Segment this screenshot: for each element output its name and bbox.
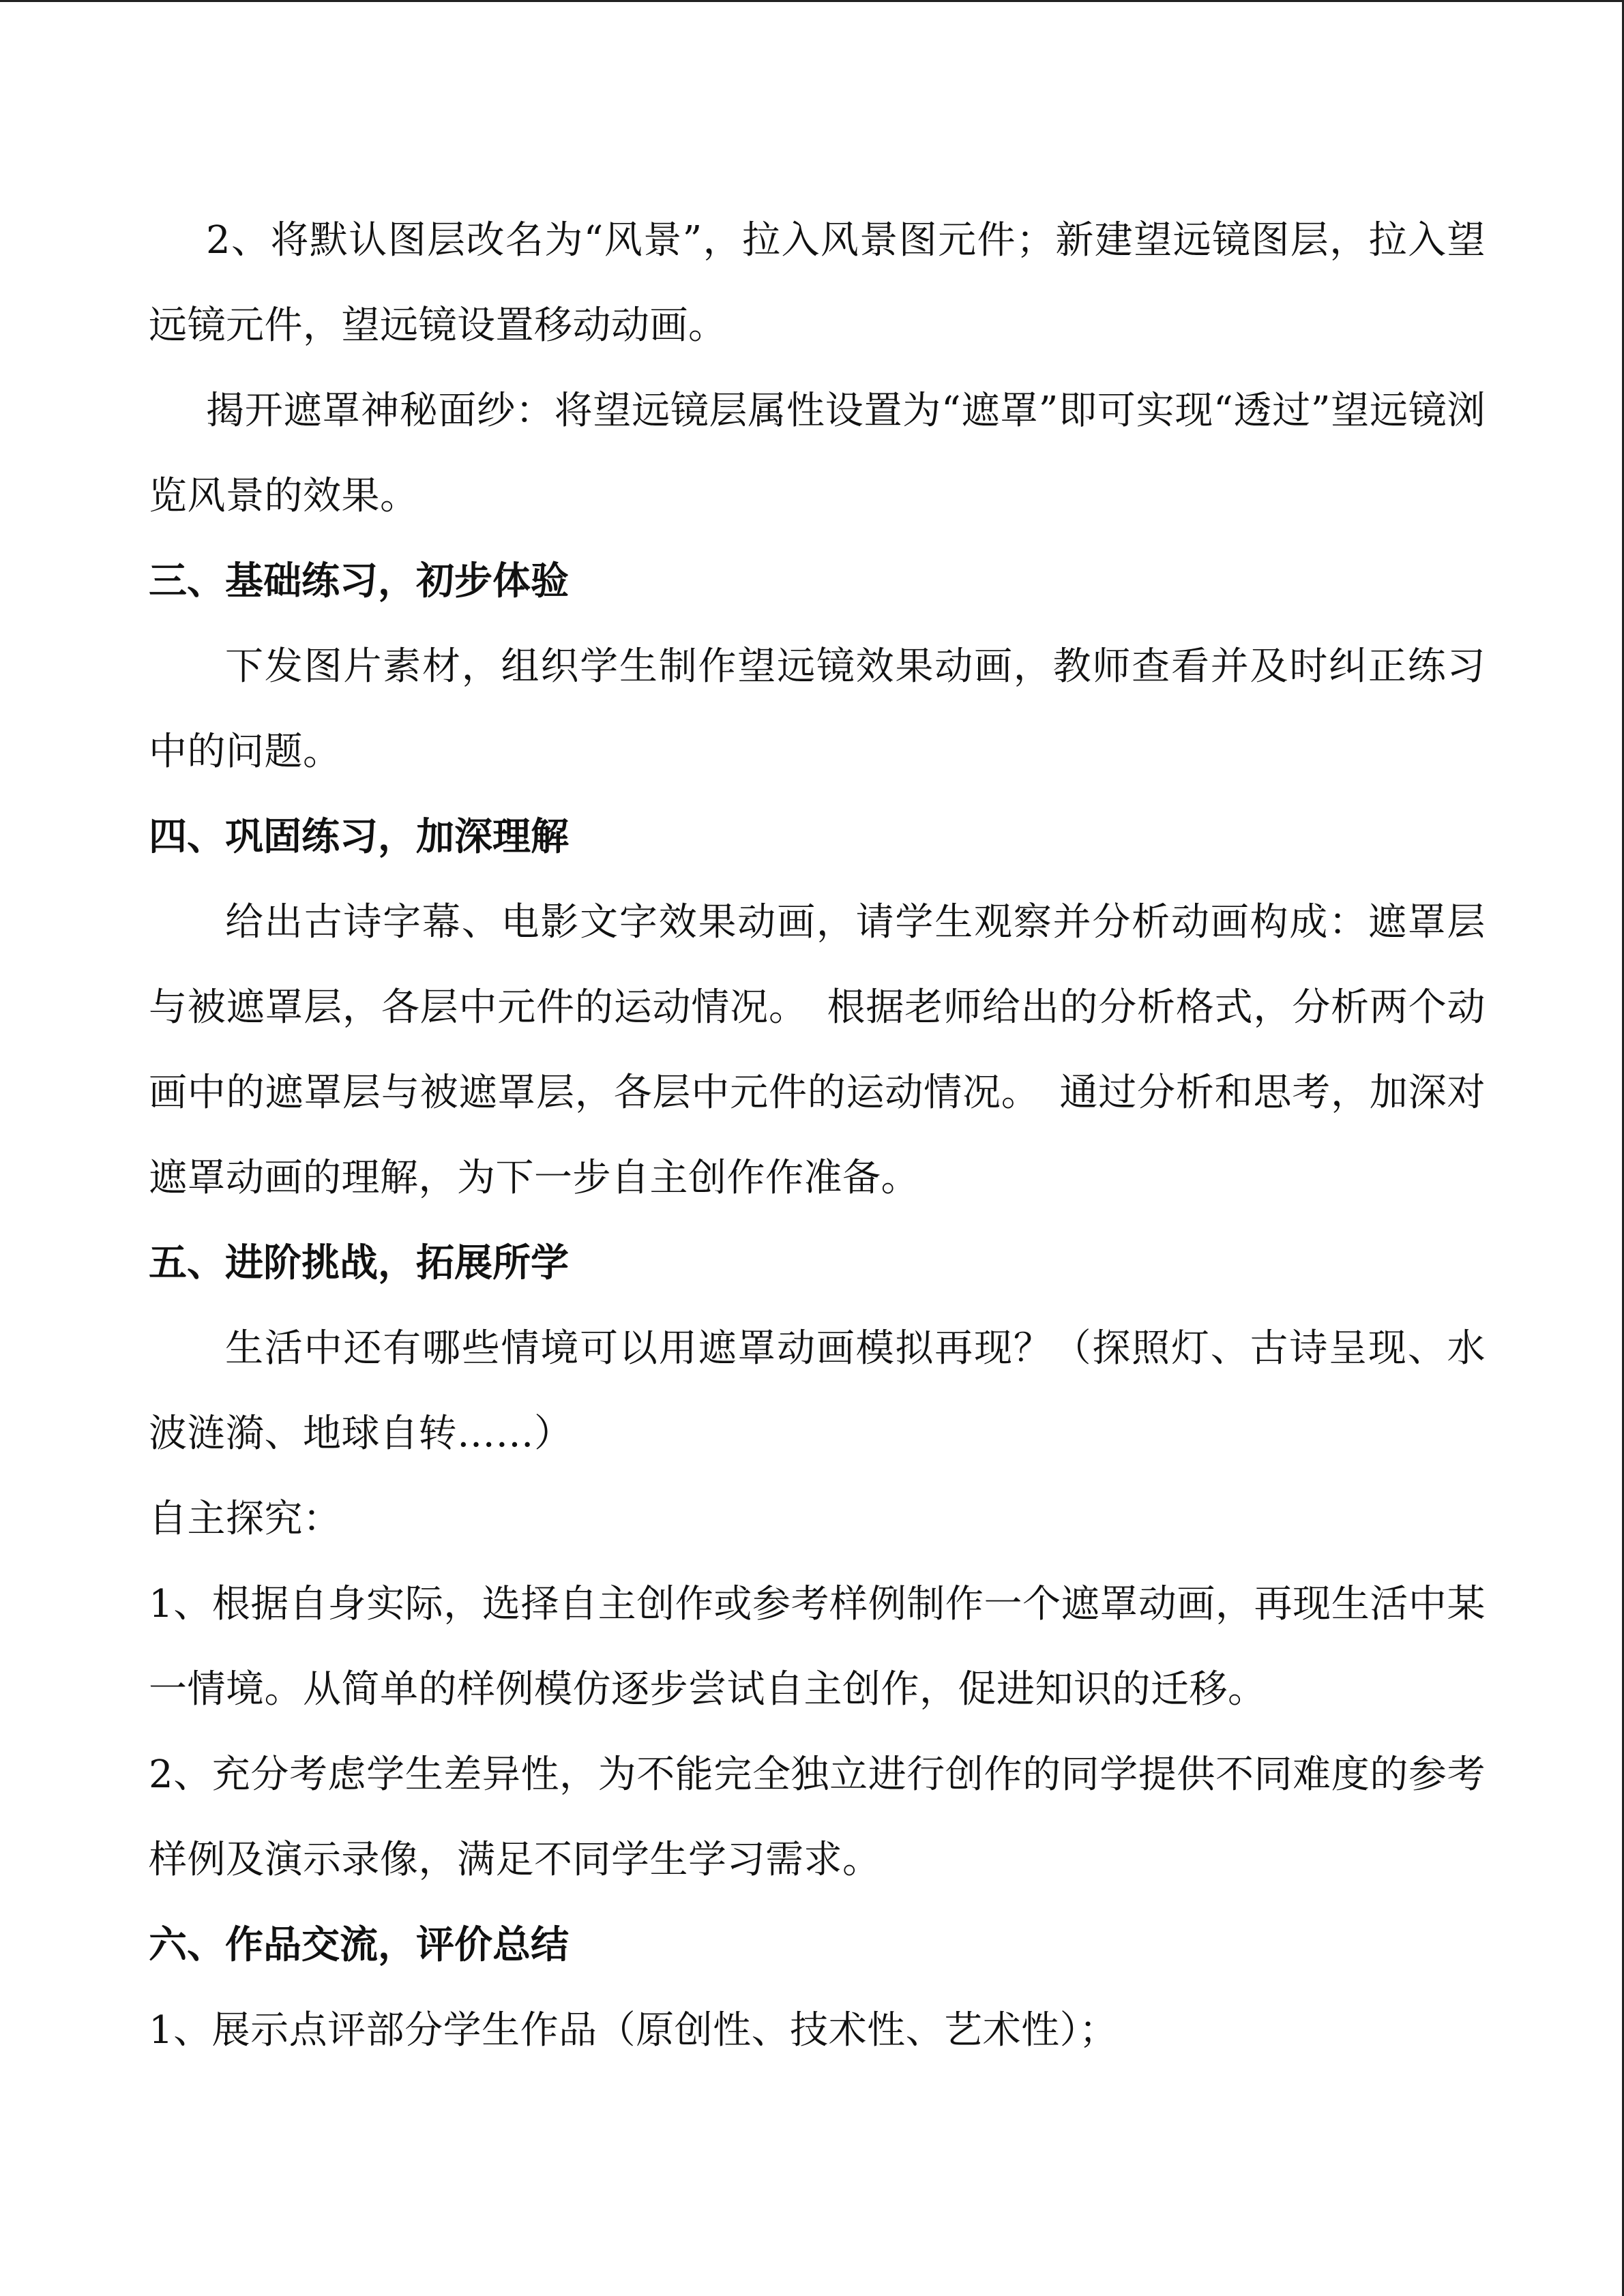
paragraph-advanced-question: 生活中还有哪些情境可以用遮罩动画模拟再现？（探照灯、古诗呈现、水波涟漪、地球自转……） xyxy=(149,1326,1486,1456)
paragraph-mask-reveal: 揭开遮罩神秘面纱：将望远镜层属性设置为“遮罩”即可实现“透过”望远镜浏览风景的效果。 xyxy=(149,389,1486,518)
page-border-top xyxy=(0,0,1624,2)
section-heading-3: 三、基础练习，初步体验 xyxy=(149,559,569,603)
section-heading-6: 六、作品交流，评价总结 xyxy=(149,1923,569,1967)
paragraph-exploration-item-2: 2、充分考虑学生差异性，为不能完全独立进行创作的同学提供不同难度的参考样例及演示录像，满足不同学生学习需求。 xyxy=(149,1753,1486,1882)
paragraph-consolidation: 给出古诗字幕、电影文字效果动画，请学生观察并分析动画构成：遮罩层与被遮罩层，各层中元件的运动情况。 根据老师给出的分析格式，分析两个动画中的遮罩层与被遮罩层，各层中元件的运动情况。 通过分析和思考，加深对遮罩动画的理解，为下一步自主创作作准备。 xyxy=(149,900,1486,1200)
section-heading-5: 五、进阶挑战，拓展所学 xyxy=(149,1241,569,1285)
section-heading-4: 四、巩固练习，加深理解 xyxy=(149,815,569,859)
document-body xyxy=(149,198,1486,2073)
paragraph-basic-practice: 下发图片素材，组织学生制作望远镜效果动画，教师查看并及时纠正练习中的问题。 xyxy=(149,644,1486,774)
paragraph-showcase-item-1: 1、展示点评部分学生作品（原创性、技术性、艺术性）； xyxy=(149,2008,1118,2053)
paragraph-exploration-item-1: 1、根据自身实际，选择自主创作或参考样例制作一个遮罩动画，再现生活中某一情境。从简单的样例模仿逐步尝试自主创作，促进知识的迁移。 xyxy=(149,1582,1486,1712)
paragraph-self-exploration-label: 自主探究： xyxy=(149,1497,342,1541)
paragraph-step-2: 2、将默认图层改名为“风景”，拉入风景图元件；新建望远镜图层，拉入望远镜元件，望远镜设置移动动画。 xyxy=(149,218,1486,348)
